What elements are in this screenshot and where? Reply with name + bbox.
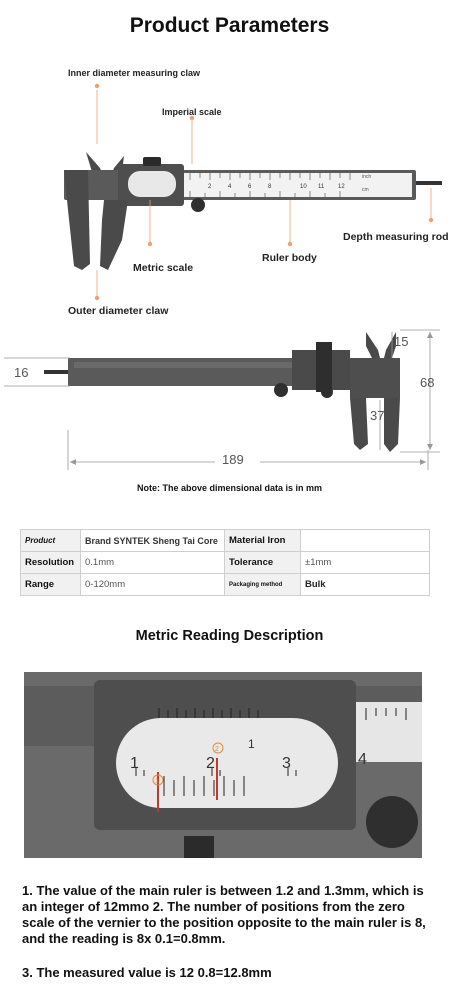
param-key: Tolerance [225,552,301,574]
scale-number: 11 [318,184,325,190]
dim-jaw-inner: 37 [370,408,385,423]
thumb-wheel [191,198,205,212]
label-ruler-body: Ruler body [262,252,317,264]
page-title: Product Parameters [129,14,330,37]
knob-photo [366,796,418,848]
unit-inch: inch [362,174,372,180]
scale-number: 4 [228,184,232,190]
scale-number: 2 [208,184,212,190]
param-key: Range [21,574,81,596]
param-key: Packaging method [225,574,301,596]
reading-window [116,718,338,808]
outer-claw-fixed [64,170,90,270]
caliper-diagram [0,60,459,330]
dimension-note: Note: The above dimensional data is in mm [136,483,323,493]
outer-claw-slide [100,200,128,270]
main-number: 3 [282,755,291,772]
param-key: Resolution [21,552,81,574]
params-table [20,529,430,596]
thumb-wheel-photo [184,836,214,858]
main-number: 2 [206,755,215,772]
main-number: 4 [358,751,367,768]
reading-title: Metric Reading Description [135,628,324,644]
scale-number: 8 [268,184,272,190]
vernier-number: 1 [248,737,255,751]
table-row [21,530,430,552]
wheel-2 [274,383,288,397]
label-inner-claw: Inner diameter measuring claw [68,68,201,78]
reading-step-1: 1. The value of the main ruler is between 1.2 and 1.3mm, which is an integer of 12mmo 2. The number of positions from the zero scale of the vernier to the position opposite to the main ruler is 8, and the reading is 8x 0.1=0.8mm. [22,883,426,946]
ruler-scale [184,173,412,197]
table-row [21,574,430,596]
marker-1: 1 [155,778,159,785]
dim-height: 68 [420,375,435,390]
dim-width: 189 [222,452,244,467]
param-key: Product [21,530,81,552]
jaw-head-2 [350,358,400,398]
param-value [301,530,430,552]
reading-step-3: 3. The measured value is 12 0.8=12.8mm [22,965,272,980]
table-row [21,552,430,574]
dim-rod: 16 [14,365,29,380]
reading-photo [24,672,422,858]
marker-2: 2 [215,746,219,753]
main-number: 1 [130,755,139,772]
scale-number: 12 [338,184,345,190]
param-value: Bulk [301,574,430,596]
scale-number: 6 [248,184,252,190]
vernier-window [128,171,176,197]
label-metric-scale: Metric scale [133,262,194,274]
depth-rod [416,181,442,185]
param-value: 0-120mm [81,574,225,596]
lock-screw [143,157,161,166]
param-value: ±1mm [301,552,430,574]
lock-2 [316,342,332,392]
label-depth-rod: Depth measuring rod [343,231,449,243]
unit-cm: cm [362,187,369,193]
param-value: Brand SYNTEK Sheng Tai Core [81,530,225,552]
label-imperial-scale: Imperial scale [162,107,222,117]
param-value: 0.1mm [81,552,225,574]
label-outer-claw: Outer diameter claw [68,305,169,317]
param-key: Material Iron [225,530,301,552]
dim-jaw-depth: 15 [394,334,409,349]
scale-number: 10 [300,184,307,190]
